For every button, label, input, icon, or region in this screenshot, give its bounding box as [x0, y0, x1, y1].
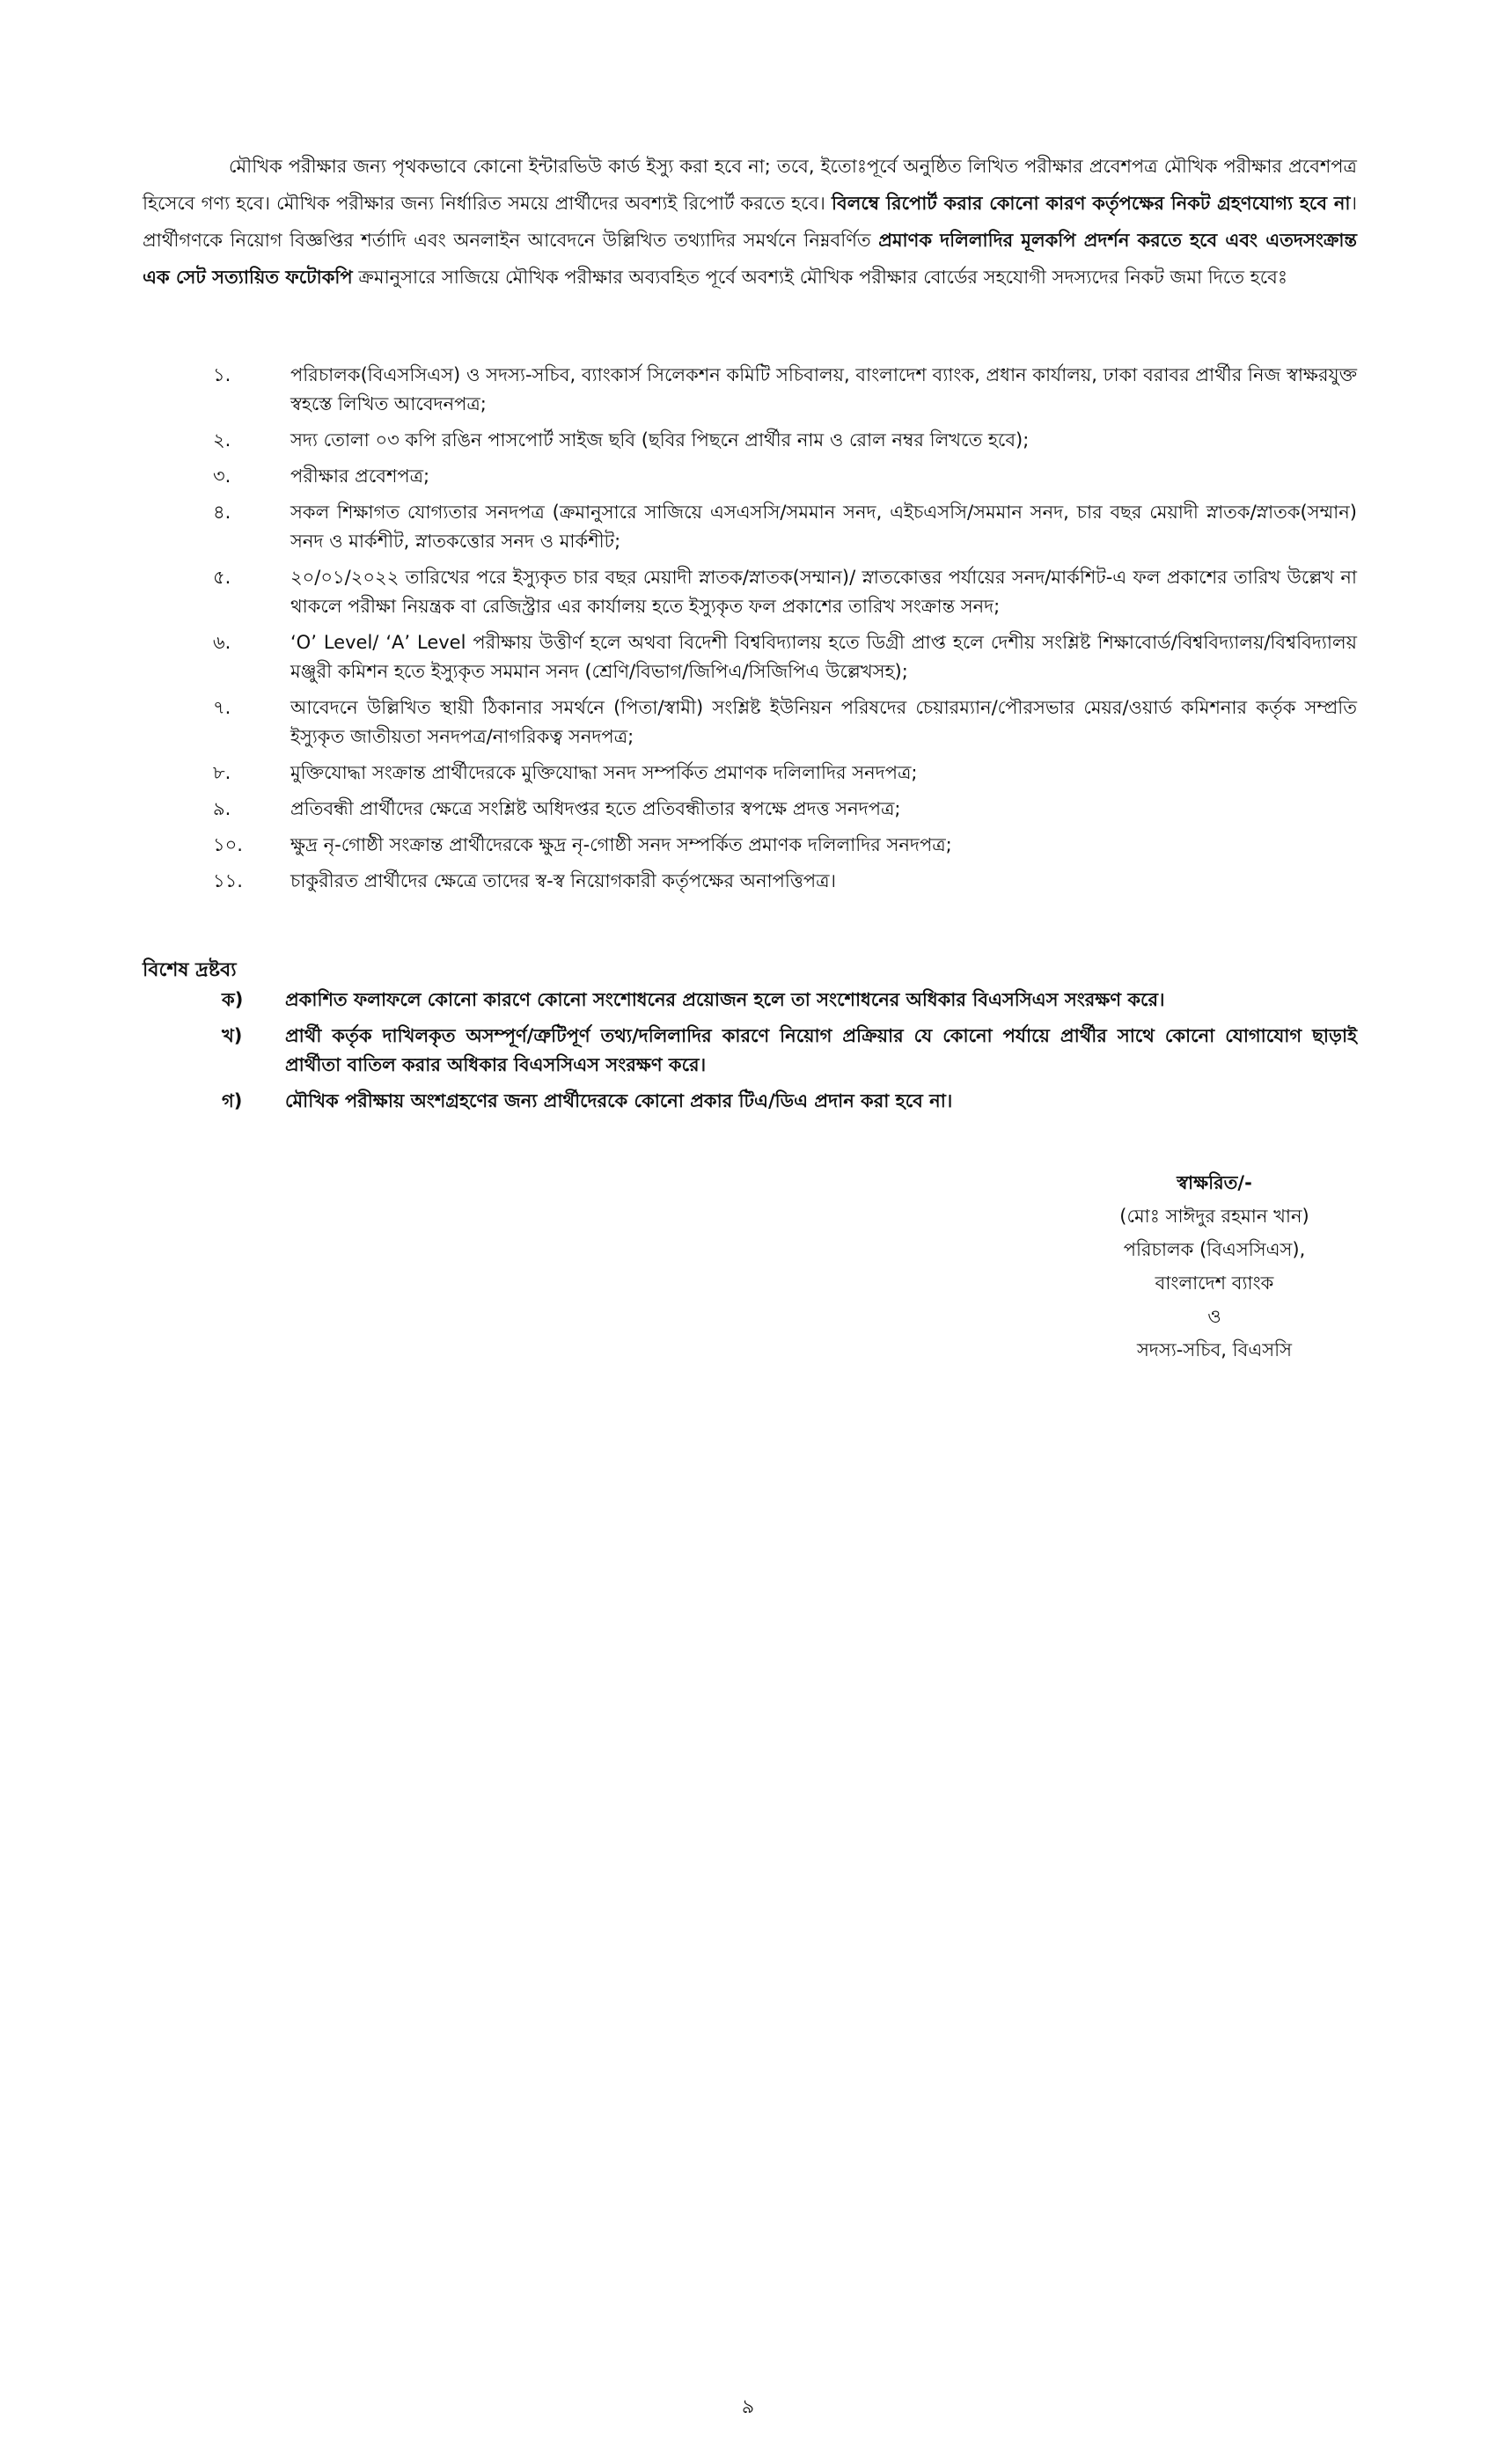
list-item	[213, 361, 1357, 419]
list-item-number: ৩.	[213, 466, 231, 487]
list-item-number: ২.	[213, 429, 231, 451]
list-item-text: পরিচালক(বিএসসিএস) ও সদস্য-সচিব, ব্যাংকার্স সিলেকশন কমিটি সচিবালয়, বাংলাদেশ ব্যাংক, প্রধান কার্যালয়, ঢাকা বরাবর প্রার্থীর নিজ স্বাক্ষরযুক্ত স্বহস্তে লিখিত আবেদনপত্র;	[290, 364, 1357, 414]
list-item	[213, 693, 1357, 752]
intro-bold-2: প্রমাণক দলিলাদির মূলকপি প্রদর্শন করতে হবে এবং এতদসংক্রান্ত এক সেট সত্যায়িত ফটোকপি	[143, 230, 1357, 288]
intro-bold-1: বিলম্বে রিপোর্ট করার কোনো কারণ কর্তৃপক্ষের নিকট গ্রহণযোগ্য হবে না	[832, 193, 1351, 214]
list-item-text: মুক্তিযোদ্ধা সংক্রান্ত প্রার্থীদেরকে মুক্তিযোদ্ধা সনদ সম্পর্কিত প্রমাণক দলিলাদির সনদপত্র;	[290, 762, 918, 783]
list-item	[213, 426, 1357, 455]
special-notes-list	[222, 986, 1357, 1123]
signatory-title: পরিচালক (বিএসসিএস),	[1123, 1239, 1306, 1260]
note-item-text: প্রার্থী কর্তৃক দাখিলকৃত অসম্পূর্ণ/ত্রুটিপূর্ণ তথ্য/দলিলাদির কারণে নিয়োগ প্রক্রিয়ার যে কোনো পর্যায়ে প্রার্থীর সাথে কোনো যোগাযোগ ছাড়াই প্রার্থীতা বাতিল করার অধিকার বিএসসিএস সংরক্ষণ করে।	[285, 1025, 1357, 1075]
list-item	[213, 759, 1357, 788]
intro-text-1: মৌখিক পরীক্ষার জন্য পৃথকভাবে কোনো ইন্টারভিউ কার্ড ইস্যু করা হবে না; তবে, ইতোঃপূর্বে অনুষ্ঠিত লিখিত পরীক্ষার প্রবেশপত্র মৌখিক পরীক্ষার প্রবেশপত্র হিসেবে গণ্য হবে। মৌখিক পরীক্ষার জন্য নির্ধারিত সময়ে প্রার্থীদের অবশ্যই রিপোর্ট করতে হবে।	[143, 156, 1357, 214]
note-item-label: ক)	[222, 989, 244, 1010]
list-item-number: ৬.	[213, 632, 231, 653]
list-item	[213, 795, 1357, 824]
list-item-number: ৫.	[213, 567, 231, 588]
signatory-name: (মোঃ সাঈদুর রহমান খান)	[1119, 1206, 1309, 1227]
list-item-number: ১১.	[213, 870, 243, 891]
page-number: ৯	[741, 2396, 755, 2418]
note-item-text: মৌখিক পরীক্ষায় অংশগ্রহণের জন্য প্রার্থীদেরকে কোনো প্রকার টিএ/ডিএ প্রদান করা হবে না।	[285, 1090, 953, 1111]
list-item	[213, 498, 1357, 556]
list-item	[213, 563, 1357, 621]
list-item-text: চাকুরীরত প্রার্থীদের ক্ষেত্রে তাদের স্ব-স্ব নিয়োগকারী কর্তৃপক্ষের অনাপত্তিপত্র।	[290, 870, 837, 891]
list-item-text: আবেদনে উল্লিখিত স্থায়ী ঠিকানার সমর্থনে (পিতা/স্বামী) সংশ্লিষ্ট ইউনিয়ন পরিষদের চেয়ারম্যান/পৌরসভার মেয়র/ওয়ার্ড কমিশনার কর্তৃক সম্প্রতি ইস্যুকৃত জাতীয়তা সনদপত্র/নাগরিকত্ব সনদপত্র;	[290, 697, 1357, 747]
intro-paragraph	[143, 148, 1357, 296]
note-item-label: গ)	[222, 1090, 243, 1111]
note-item	[222, 1087, 1357, 1116]
list-item	[213, 831, 1357, 860]
list-item-number: ৮.	[213, 762, 231, 783]
list-item-text: প্রতিবন্ধী প্রার্থীদের ক্ষেত্রে সংশ্লিষ্ট অধিদপ্তর হতে প্রতিবন্ধীতার স্বপক্ষে প্রদত্ত সনদপত্র;	[290, 798, 901, 819]
note-item-label: খ)	[222, 1025, 243, 1046]
intro-text-2: । প্রার্থীগণকে নিয়োগ বিজ্ঞপ্তির শর্তাদি এবং অনলাইন আবেদনে উল্লিখিত তথ্যাদির সমর্থনে নিম্নবর্ণিত	[143, 193, 1357, 251]
signature-block	[1038, 1166, 1390, 1367]
list-item-number: ১.	[213, 364, 231, 385]
list-item-number: ৭.	[213, 697, 231, 718]
list-item-text: ‘O’ Level/ ‘A’ Level পরীক্ষায় উত্তীর্ণ হলে অথবা বিদেশী বিশ্ববিদ্যালয় হতে ডিগ্রী প্রাপ্ত হলে দেশীয় সংশ্লিষ্ট শিক্ষাবোর্ড/বিশ্ববিদ্যালয়/বিশ্ববিদ্যালয় মঞ্জুরী কমিশন হতে ইস্যুকৃত সমমান সনদ (শ্রেণি/বিভাগ/জিপিএ/সিজিপিএ উল্লেখসহ);	[290, 632, 1357, 682]
list-item-text: ক্ষুদ্র নৃ-গোষ্ঠী সংক্রান্ত প্রার্থীদেরকে ক্ষুদ্র নৃ-গোষ্ঠী সনদ সম্পর্কিত প্রমাণক দলিলাদির সনদপত্র;	[290, 834, 952, 855]
special-notes-heading: বিশেষ দ্রষ্টব্য	[143, 959, 237, 981]
list-item-number: ৪.	[213, 502, 231, 523]
list-item-text: সদ্য তোলা ০৩ কপি রঙিন পাসপোর্ট সাইজ ছবি (ছবির পিছনে প্রার্থীর নাম ও রোল নম্বর লিখতে হবে);	[290, 429, 1030, 451]
intro-text-3: ক্রমানুসারে সাজিয়ে মৌখিক পরীক্ষার অব্যবহিত পূর্বে অবশ্যই মৌখিক পরীক্ষার বোর্ডের সহযোগী সদস্যদের নিকট জমা দিতে হবেঃ	[358, 267, 1288, 288]
signatory-conjunction: ও	[1207, 1306, 1221, 1327]
list-item-number: ৯.	[213, 798, 231, 819]
signature-heading: স্বাক্ষরিত/-	[1177, 1172, 1252, 1193]
list-item-number: ১০.	[213, 834, 243, 855]
list-item-text: পরীক্ষার প্রবেশপত্র;	[290, 466, 430, 487]
note-item-text: প্রকাশিত ফলাফলে কোনো কারণে কোনো সংশোধনের প্রয়োজন হলে তা সংশোধনের অধিকার বিএসসিএস সংরক্ষণ করে।	[285, 989, 1165, 1010]
list-item	[213, 867, 1357, 896]
required-documents-list	[213, 361, 1357, 903]
list-item-text: ২০/০১/২০২২ তারিখের পরে ইস্যুকৃত চার বছর মেয়াদী স্নাতক/স্নাতক(সম্মান)/ স্নাতকোত্তর পর্যায়ের সনদ/মার্কশিট-এ ফল প্রকাশের তারিখ উল্লেখ না থাকলে পরীক্ষা নিয়ন্ত্রক বা রেজিস্ট্রার এর কার্যালয় হতে ইস্যুকৃত ফল প্রকাশের তারিখ সংক্রান্ত সনদ;	[290, 567, 1357, 617]
signatory-organization: বাংলাদেশ ব্যাংক	[1155, 1272, 1274, 1294]
list-item	[213, 462, 1357, 491]
list-item	[213, 628, 1357, 686]
note-item	[222, 1022, 1357, 1080]
signatory-role: সদস্য-সচিব, বিএসসি	[1136, 1339, 1293, 1360]
note-item	[222, 986, 1357, 1015]
list-item-text: সকল শিক্ষাগত যোগ্যতার সনদপত্র (ক্রমানুসারে সাজিয়ে এসএসসি/সমমান সনদ, এইচএসসি/সমমান সনদ, চার বছর মেয়াদী স্নাতক/স্নাতক(সম্মান) সনদ ও মার্কশীট, স্নাতকত্তোর সনদ ও মার্কশীট;	[290, 502, 1357, 552]
